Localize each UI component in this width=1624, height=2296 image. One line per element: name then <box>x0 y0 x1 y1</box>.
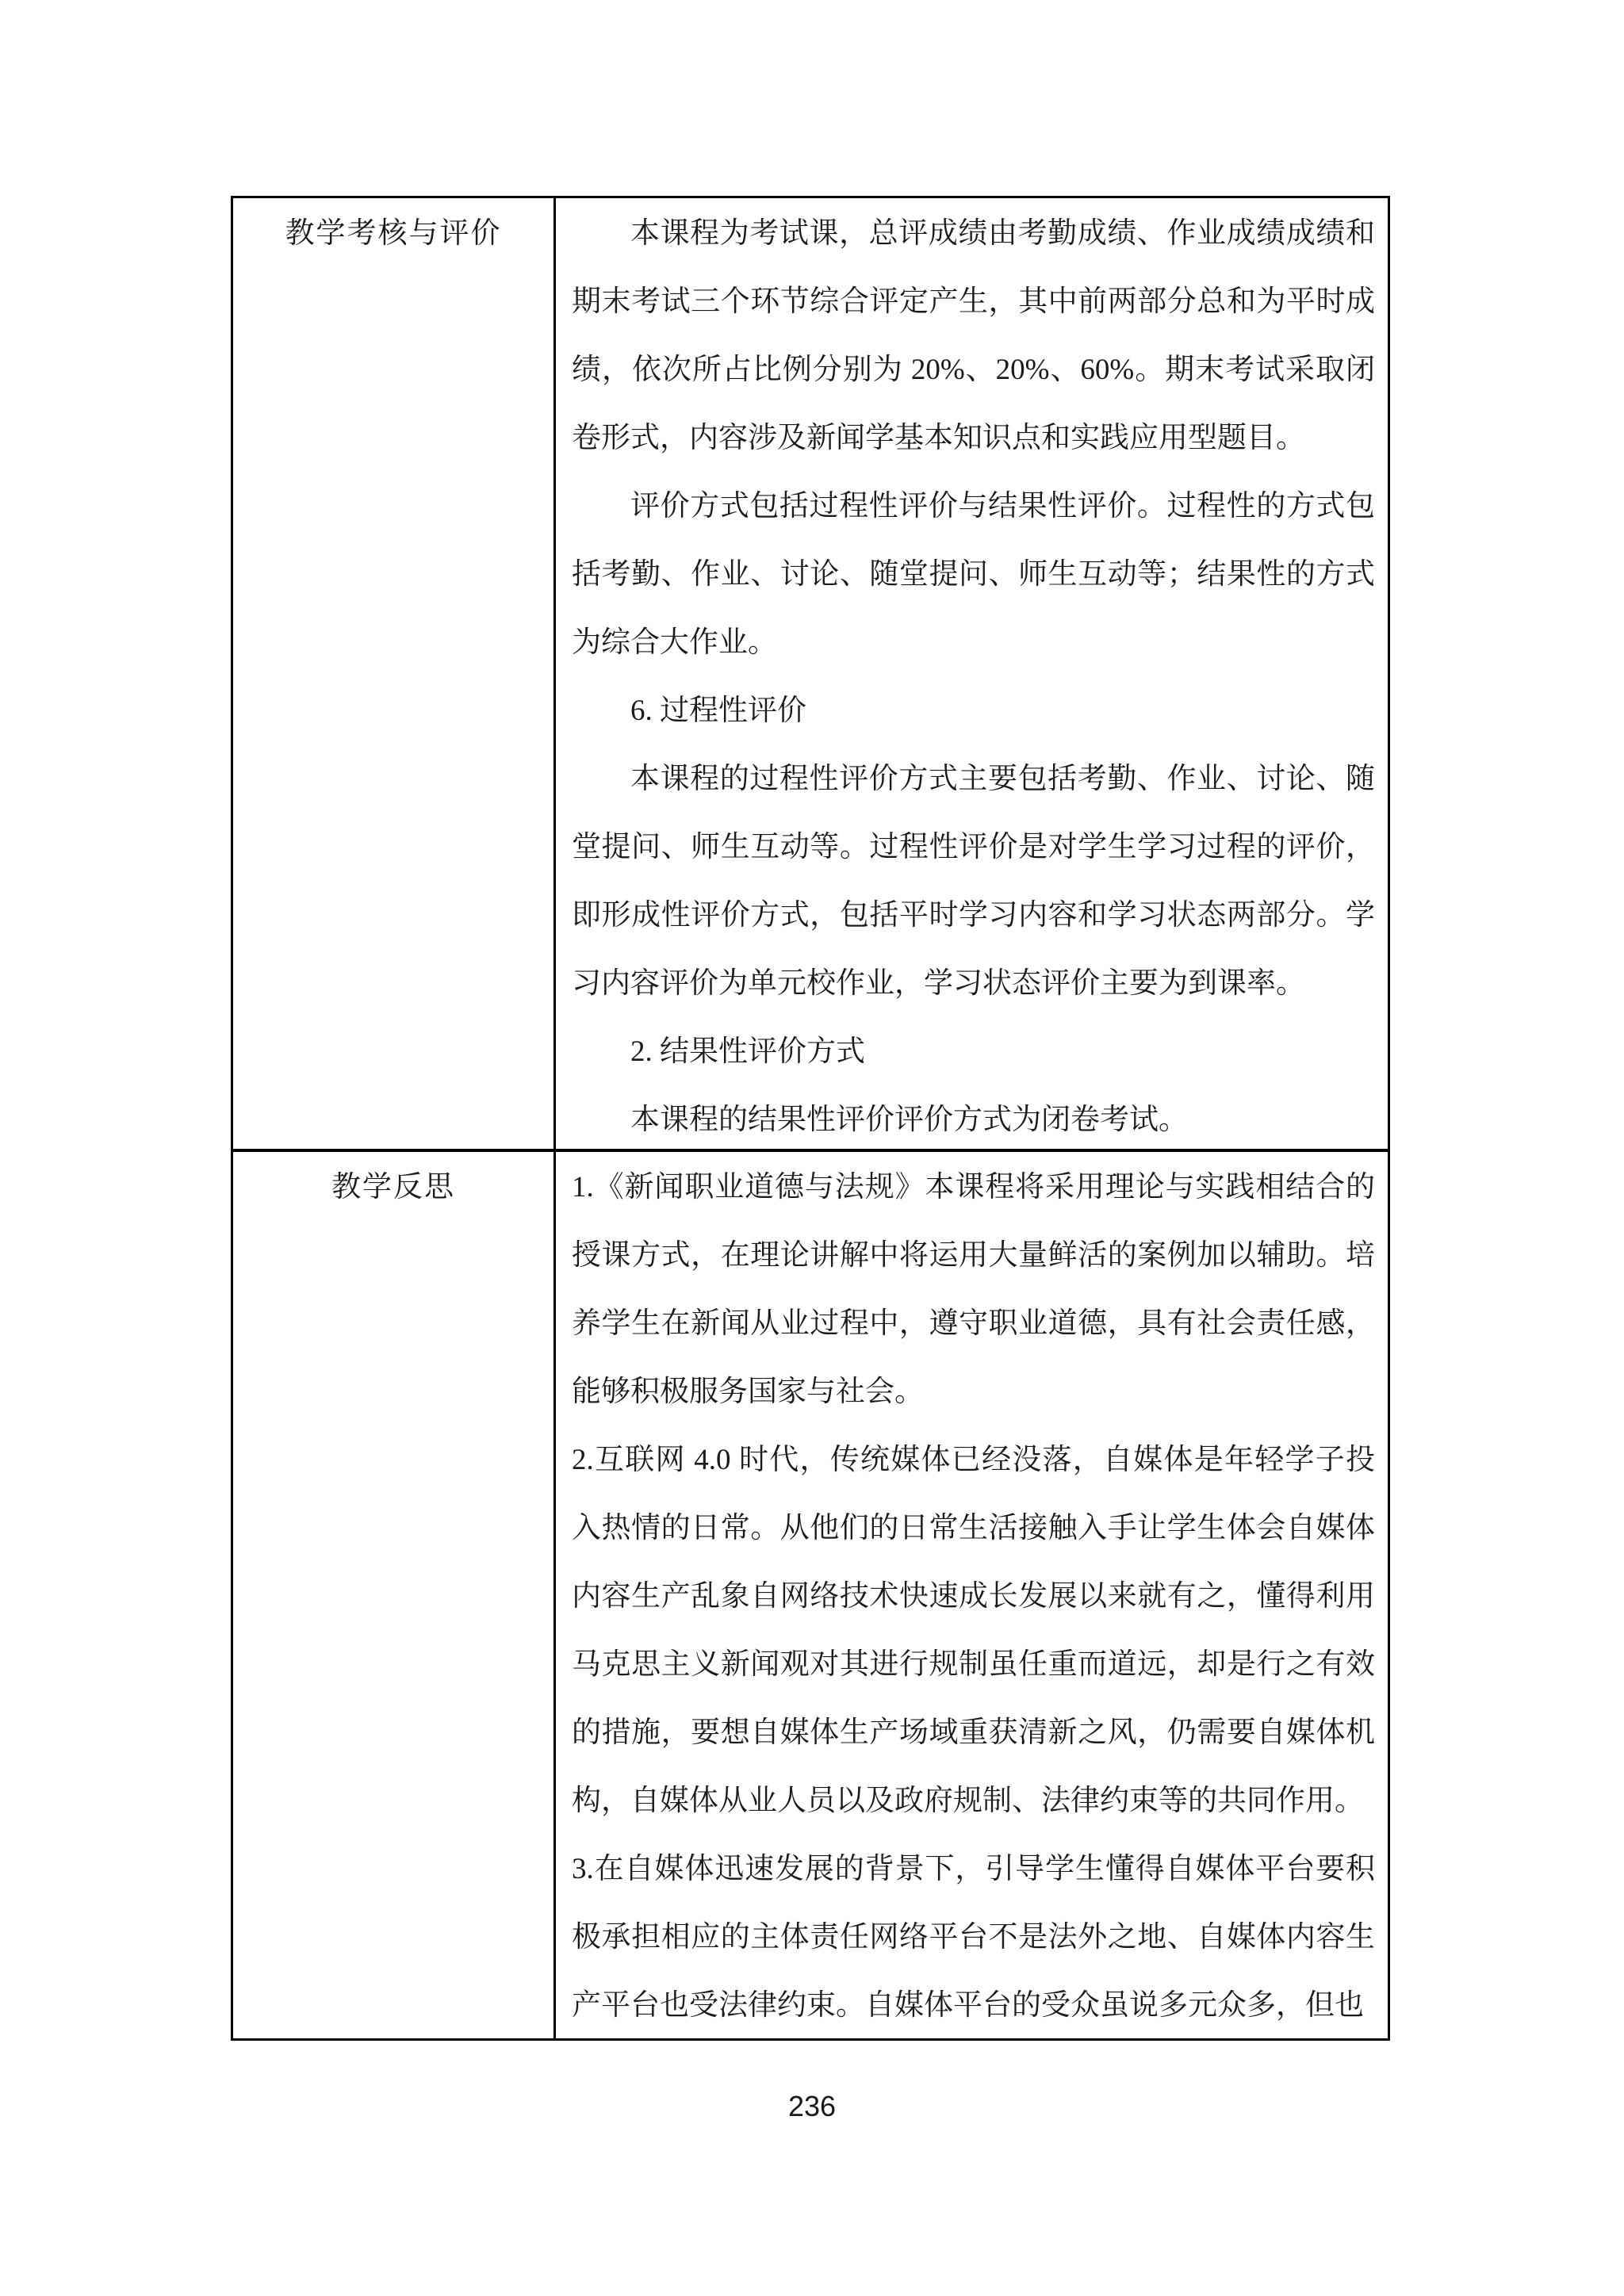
paragraph: 1.《新闻职业道德与法规》本课程将采用理论与实践相结合的授课方式，在理论讲解中将运用大量鲜活的案例加以辅助。培养学生在新闻从业过程中，遵守职业道德，具有社会责任感，能够积极服务国家与社会。 <box>572 1171 1375 1408</box>
paragraph: 本课程的结果性评价评价方式为闭卷考试。 <box>630 1104 1188 1136</box>
row-label-reflection <box>233 1152 556 2038</box>
paragraph: 本课程的过程性评价方式主要包括考勤、作业、讨论、随堂提问、师生互动等。过程性评价是对学生学习过程的评价，即形成性评价方式，包括平时学习内容和学习状态两部分。学习内容评价为单元校作业，学习状态评价主要为到课率。 <box>572 763 1375 1000</box>
reflection-content-cell <box>556 1152 1388 2038</box>
paragraph: 本课程为考试课，总评成绩由考勤成绩、作业成绩成绩和期末考试三个环节综合评定产生，其中前两部分总和为平时成绩，依次所占比例分别为 20%、20%、60%。期末考试采取闭卷形式，内容涉及新闻学基本知识点和实践应用型题目。 <box>572 217 1375 454</box>
page-number: 236 <box>787 2090 837 2122</box>
assessment-content-cell <box>556 198 1388 1152</box>
paragraph: 2.互联网 4.0 时代，传统媒体已经没落，自媒体是年轻学子投入热情的日常。从他们的日常生活接触入手让学生体会自媒体内容生产乱象自网络技术快速成长发展以来就有之，懂得利用马克思主义新闻观对其进行规制虽任重而道远，却是行之有效的措施，要想自媒体生产场域重获清新之风，仍需要自媒体机构，自媒体从业人员以及政府规制、法律约束等的共同作用。 <box>572 1444 1375 1817</box>
row-label-assessment <box>233 198 556 1152</box>
reflection-label-text: 教学反思 <box>331 1171 455 1203</box>
paragraph: 6. 过程性评价 <box>630 695 806 727</box>
assessment-label-text: 教学考核与评价 <box>285 217 502 250</box>
paragraph: 评价方式包括过程性评价与结果性评价。过程性的方式包括考勤、作业、讨论、随堂提问、师生互动等；结果性的方式为综合大作业。 <box>572 490 1375 659</box>
paragraph: 2. 结果性评价方式 <box>630 1035 865 1068</box>
course-syllabus-table <box>231 196 1390 2041</box>
paragraph: 3.在自媒体迅速发展的背景下，引导学生懂得自媒体平台要积极承担相应的主体责任网络平台不是法外之地、自媒体内容生产平台也受法律约束。自媒体平台的受众虽说多元众多，但也 <box>572 1853 1375 2022</box>
